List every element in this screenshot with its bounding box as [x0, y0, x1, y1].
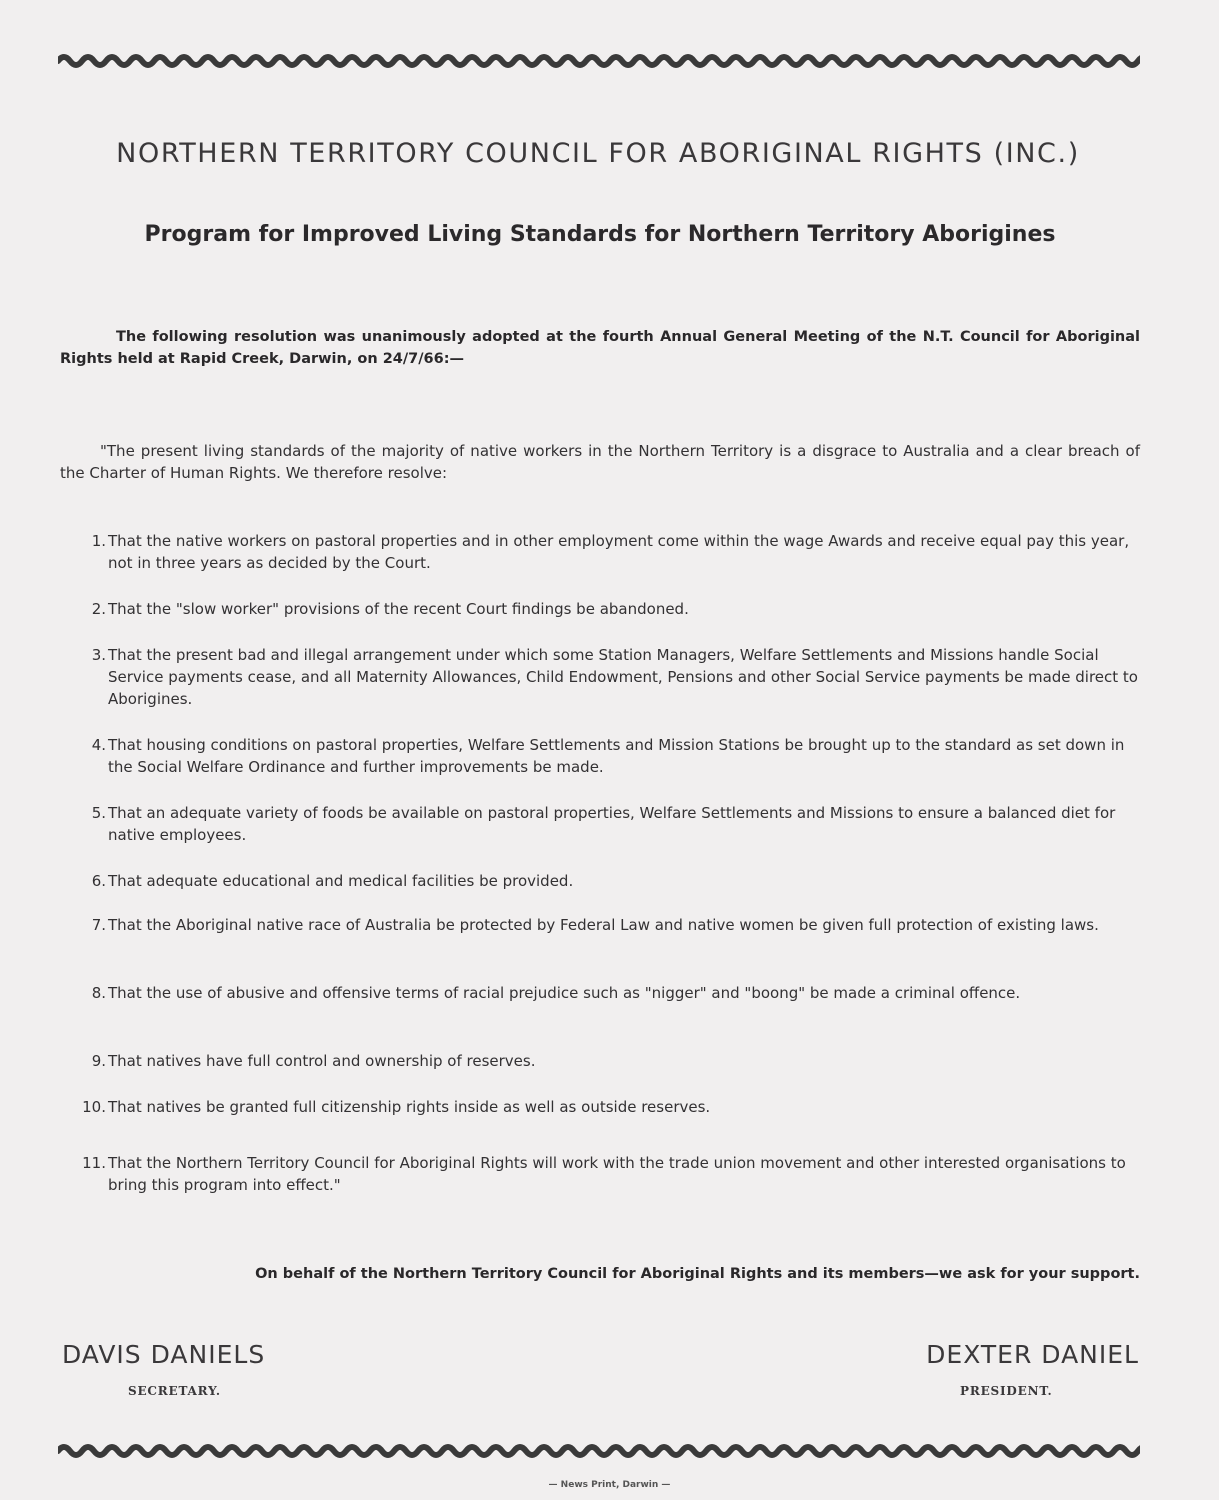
- president-name: DEXTER DANIEL: [926, 1340, 1139, 1369]
- resolution-number: 7.: [91, 916, 106, 934]
- resolution-item: [60, 982, 1140, 1004]
- resolution-item: [60, 1096, 1140, 1118]
- resolution-number: 1.: [91, 532, 106, 550]
- resolution-text: That the native workers on pastoral properties and in other employment come within the wage Awards and receive equal pay this year, not in three years as decided by the Court.: [108, 532, 1130, 572]
- resolution-item: [60, 802, 1140, 846]
- resolution-number: 2.: [91, 600, 106, 618]
- resolution-number: 4.: [91, 736, 106, 754]
- resolution-text: That the use of abusive and offensive terms of racial prejudice such as "nigger" and "boong" be made a criminal offence.: [108, 984, 1021, 1002]
- printer-imprint: — News Print, Darwin —: [548, 1480, 671, 1490]
- resolution-text: That the Northern Territory Council for Aboriginal Rights will work with the trade union movement and other interested organisations to bring this program into effect.": [108, 1154, 1126, 1194]
- president-title: PRESIDENT.: [960, 1384, 1053, 1398]
- closing-appeal: On behalf of the Northern Territory Council for Aboriginal Rights and its members—we ask for your support.: [255, 1266, 1140, 1282]
- resolution-number: 3.: [91, 646, 106, 664]
- resolution-text: That the "slow worker" provisions of the recent Court findings be abandoned.: [108, 600, 689, 618]
- resolution-number: 10.: [82, 1098, 106, 1116]
- resolution-number: 6.: [91, 872, 106, 890]
- resolution-item: [60, 1152, 1140, 1196]
- resolution-text: That natives have full control and ownership of reserves.: [108, 1052, 536, 1070]
- organization-title: NORTHERN TERRITORY COUNCIL FOR ABORIGINAL RIGHTS (INC.): [116, 138, 1080, 169]
- resolution-number: 11.: [82, 1154, 106, 1172]
- resolution-text: That housing conditions on pastoral properties, Welfare Settlements and Mission Stations be brought up to the standard as set down in the Social Welfare Ordinance and further improvements be made.: [108, 736, 1125, 776]
- resolution-text: That adequate educational and medical facilities be provided.: [108, 872, 574, 890]
- resolution-item: [60, 530, 1140, 574]
- resolution-text: That the Aboriginal native race of Australia be protected by Federal Law and native women be given full protection of existing laws.: [108, 916, 1099, 934]
- resolution-item: [60, 644, 1140, 710]
- secretary-name: DAVIS DANIELS: [62, 1340, 266, 1369]
- intro-paragraph: The following resolution was unanimously adopted at the fourth Annual General Meeting of the N.T. Council for Aboriginal Rights held at Rapid Creek, Darwin, on 24/7/66:—: [60, 329, 1140, 367]
- resolution-item: [60, 914, 1140, 936]
- resolution-number: 8.: [91, 984, 106, 1002]
- resolution-text: That an adequate variety of foods be available on pastoral properties, Welfare Settlements and Missions to ensure a balanced diet for native employees.: [108, 804, 1116, 844]
- resolution-number: 9.: [91, 1052, 106, 1070]
- resolution-text: That the present bad and illegal arrangement under which some Station Managers, Welfare Settlements and Missions handle Social Service payments cease, and all Maternity Allowances, Child Endowment, Pensions and other Social Service payments be made direct to Aborigines.: [108, 646, 1138, 708]
- resolution-item: [60, 598, 1140, 620]
- program-title: Program for Improved Living Standards for Northern Territory Aborigines: [144, 222, 1056, 247]
- resolution-item: [60, 1050, 1140, 1072]
- resolution-item: [60, 734, 1140, 778]
- resolution-number: 5.: [91, 804, 106, 822]
- top-wavy-rule: [58, 50, 1140, 72]
- resolution-item: [60, 870, 1140, 892]
- resolution-text: That natives be granted full citizenship rights inside as well as outside reserves.: [108, 1098, 711, 1116]
- preamble-paragraph: "The present living standards of the majority of native workers in the Northern Territory is a disgrace to Australia and a clear breach of the Charter of Human Rights. We therefore resolve:: [60, 442, 1140, 482]
- bottom-wavy-rule: [58, 1440, 1140, 1462]
- secretary-title: SECRETARY.: [128, 1384, 221, 1398]
